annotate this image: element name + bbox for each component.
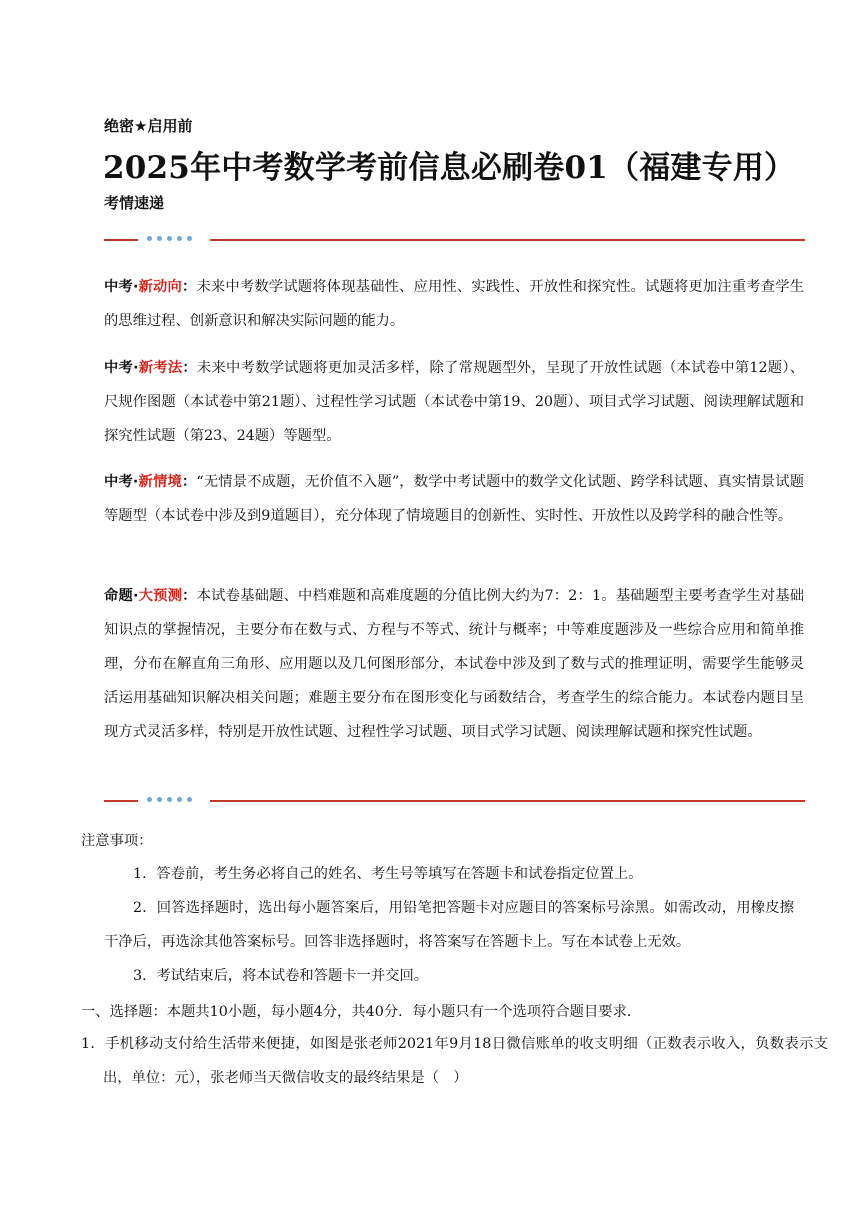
section-new-context: [104, 465, 804, 533]
section-prediction: [104, 579, 804, 749]
section-label: 命题·大预测：: [104, 588, 197, 604]
section-heading-choice: 一、选择题：本题共10小题，每小题4分，共40分．每小题只有一个选项符合题目要求．: [81, 1004, 642, 1020]
note-item-2: 2．回答选择题时，选出每小题答案后，用铅笔把答题卡对应题目的答案标号涂黑。如需改动，用橡皮擦干净后，再选涂其他答案标号。回答非选择题时，将答案写在答题卡上。写在本试卷上无效。: [104, 900, 794, 950]
section-label: 中考·新考法：: [104, 360, 197, 376]
question-1: 1．手机移动支付给生活带来便捷，如图是张老师2021年9月18日微信账单的收支明细（正数表示收入，负数表示支出，单位：元），张老师当天微信收支的最终结果是（ ）: [81, 1036, 828, 1086]
section-new-trend: [104, 270, 804, 338]
section-new-method: [104, 351, 804, 453]
notes-title: 注意事项：: [81, 833, 153, 849]
top-divider: [104, 234, 805, 246]
section-label: 中考·新动向：: [104, 279, 197, 295]
note-item-1: 1．答卷前，考生务必将自己的姓名、考生号等填写在答题卡和试卷指定位置上。: [133, 866, 643, 882]
section-label: 中考·新情境：: [104, 474, 197, 490]
section-text: 本试卷基础题、中档难题和高难度题的分值比例大约为7：2：1。基础题型主要考查学生对基础知识点的掌握情况，主要分布在数与式、方程与不等式、统计与概率；中等难度题涉及一些综合应用和简单推理，分布在解直角三角形、应用题以及几何图形部分，本试卷中涉及到了数与式的推理证明，需要学生能够灵活运用基础知识解决相关问题；难题主要分布在图形变化与函数结合，考查学生的综合能力。本试卷内题目呈现方式灵活多样，特别是开放性试题、过程性学习试题、项目式学习试题、阅读理解试题和探究性试题。: [104, 588, 805, 740]
confidential-mark: 绝密★启用前: [104, 117, 193, 135]
page-subtitle: 考情速递: [104, 194, 165, 212]
page-title: 2025年中考数学考前信息必刷卷01（福建专用）: [103, 150, 796, 186]
bottom-divider: [104, 795, 805, 807]
section-text: 未来中考数学试题将体现基础性、应用性、实践性、开放性和探究性。试题将更加注重考查学生的思维过程、创新意识和解决实际问题的能力。: [104, 279, 805, 329]
section-text: “无情景不成题，无价值不入题”，数学中考试题中的数学文化试题、跨学科试题、真实情景试题等题型（本试卷中涉及到9道题目），充分体现了情境题目的创新性、实时性、开放性以及跨学科的融合性等。: [104, 474, 805, 524]
note-item-3: 3．考试结束后，将本试卷和答题卡一并交回。: [133, 968, 429, 984]
section-text: 未来中考数学试题将更加灵活多样，除了常规题型外，呈现了开放性试题（本试卷中第12题）、尺规作图题（本试卷中第21题）、过程性学习试题（本试卷中第19、20题）、项目式学习试题、阅读理解试题和探究性试题（第23、24题）等题型。: [104, 360, 805, 444]
